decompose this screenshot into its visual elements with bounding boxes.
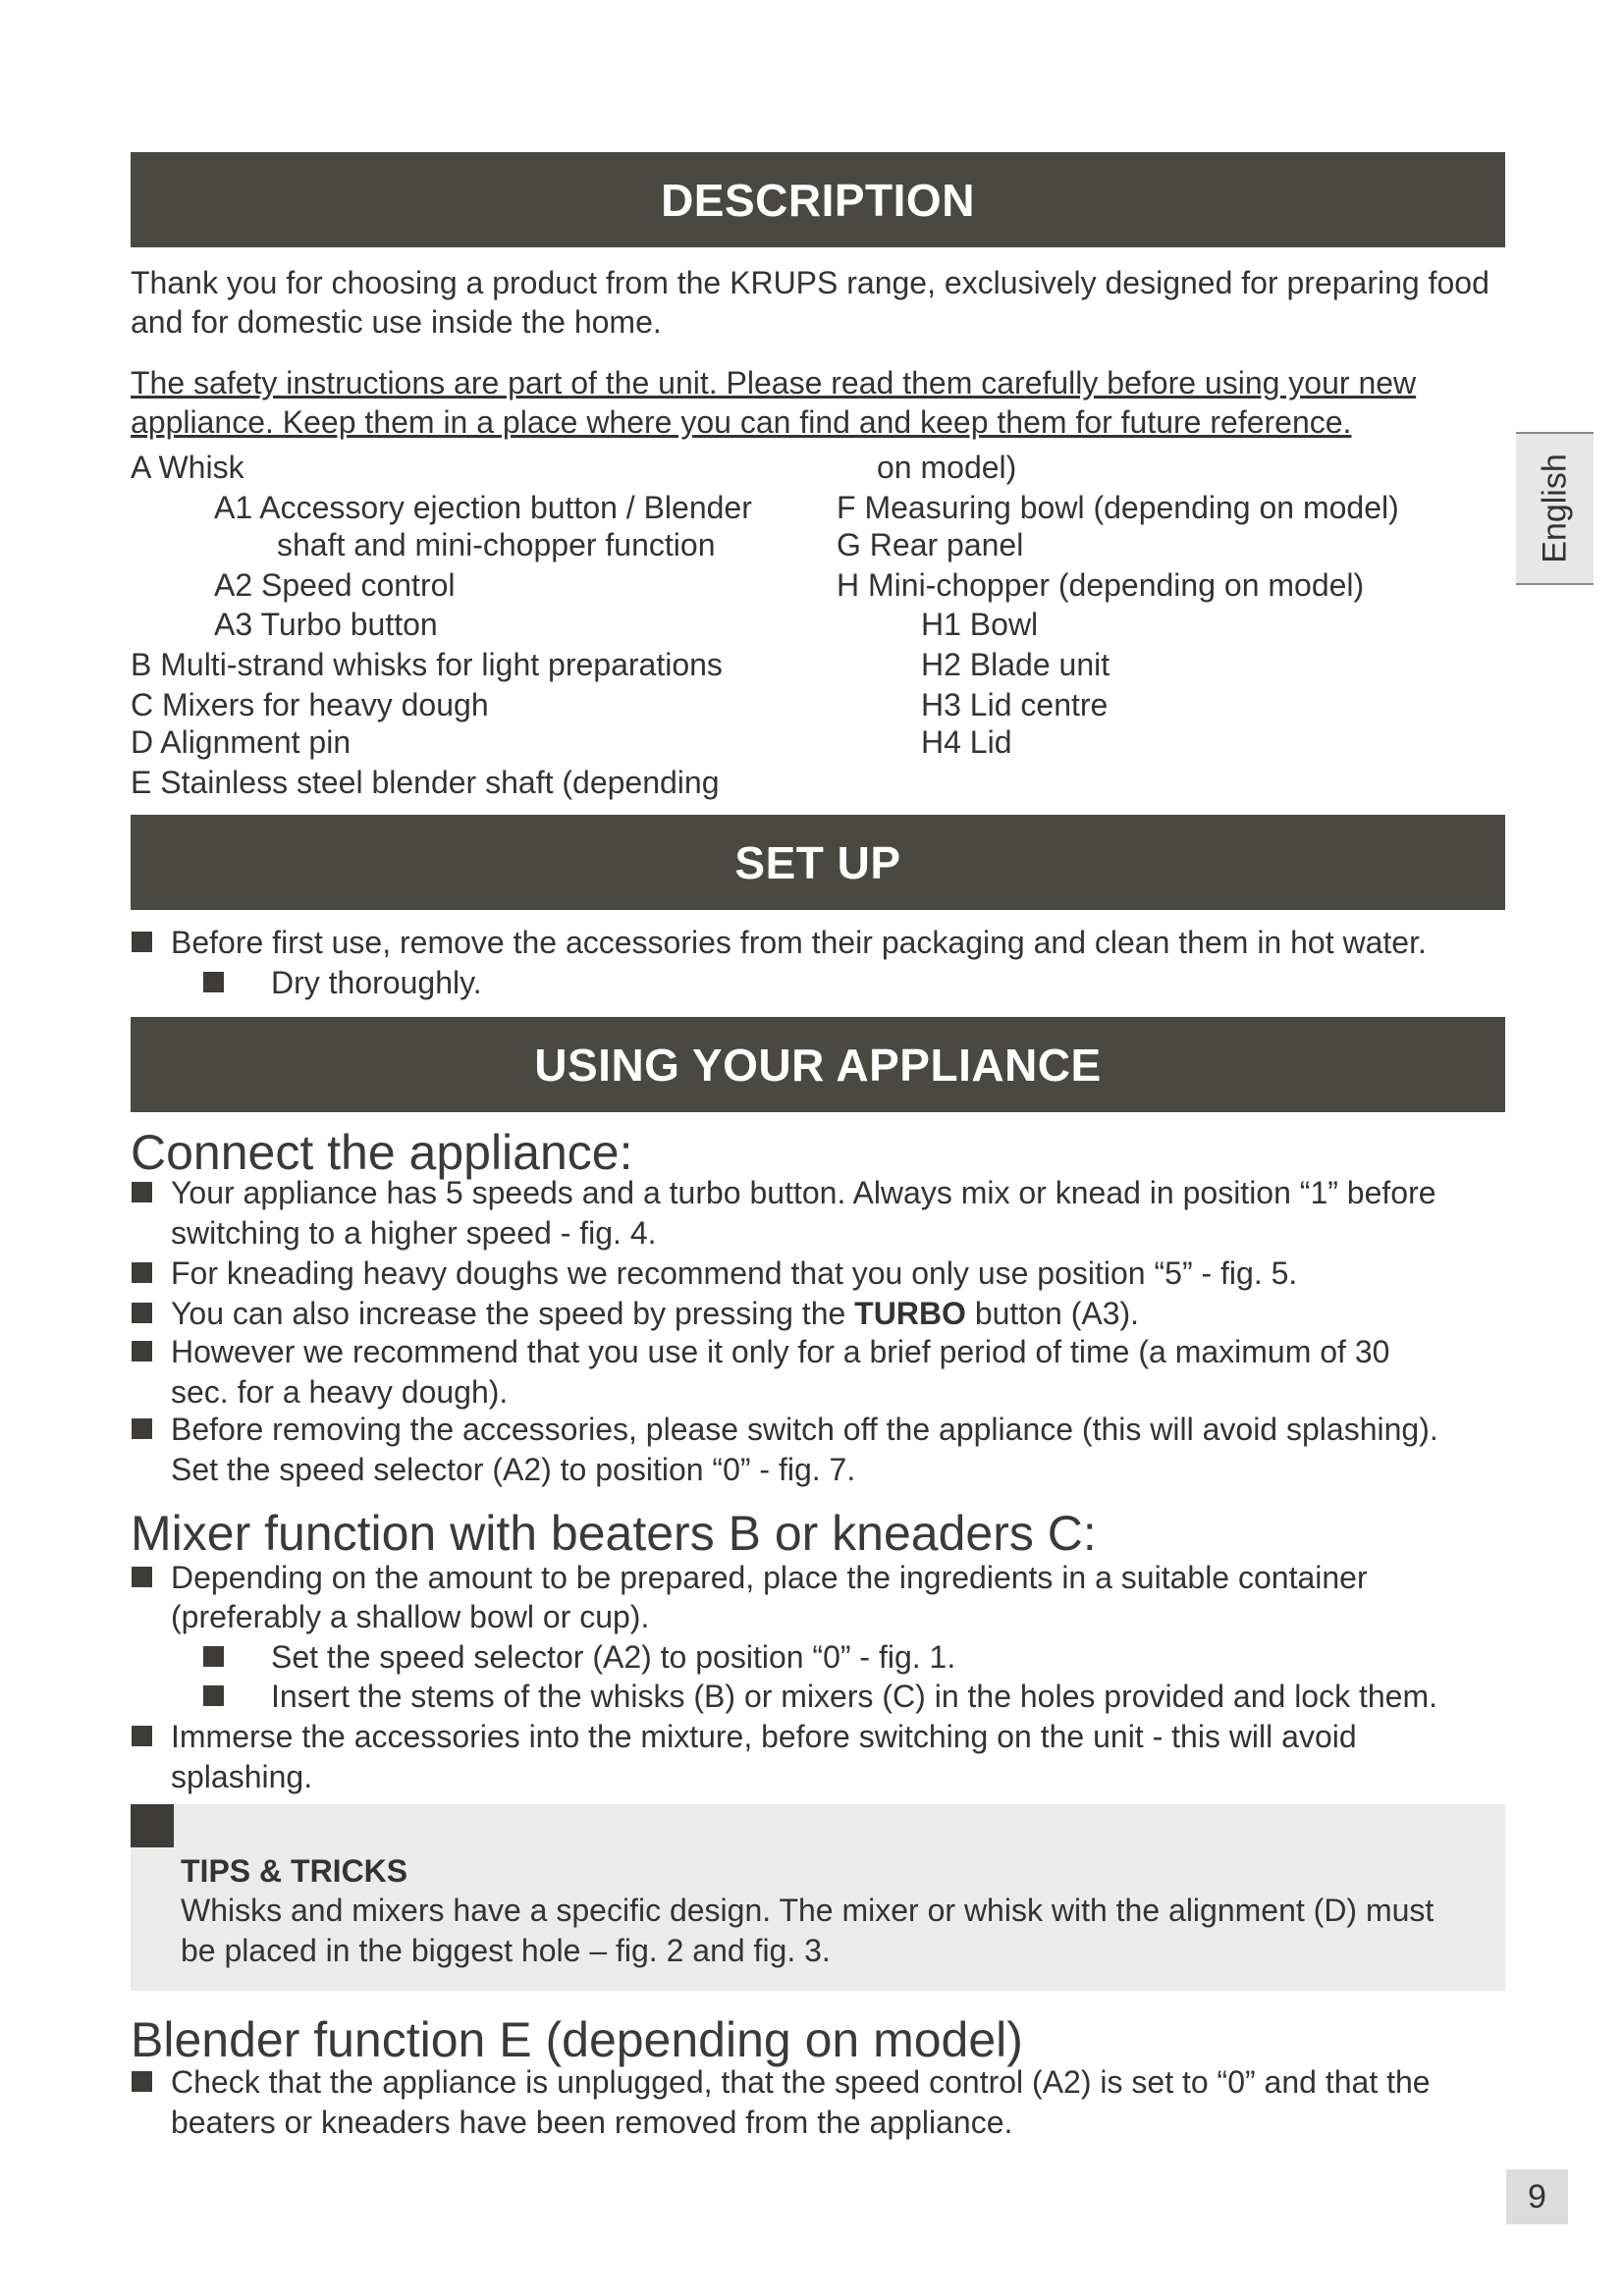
blender-bullet-line-1: Check that the appliance is unplugged, that the speed control (A2) is set to “0” and that the	[171, 2064, 1431, 2100]
bullet-square-icon	[132, 1418, 152, 1439]
part-item: shaft and mini-chopper function	[277, 527, 716, 562]
bullet-square-icon	[132, 2071, 152, 2092]
part-item: A1 Accessory ejection button / Blender	[214, 490, 752, 525]
intro-paragraph: Thank you for choosing a product from the KRUPS range, exclusively designed for preparing food and for domestic use inside the home.	[131, 265, 1489, 340]
page-number: 9	[1506, 2169, 1568, 2224]
mixer-sub-bullet-2: Insert the stems of the whisks (B) or mixers (C) in the holes provided and lock them.	[271, 1679, 1438, 1714]
part-item: F Measuring bowl (depending on model)	[837, 490, 1399, 525]
mixer-bullet-1-line-1: Depending on the amount to be prepared, place the ingredients in a suitable container	[171, 1560, 1368, 1595]
connect-heading: Connect the appliance:	[131, 1125, 633, 1180]
turbo-text-post: button (A3).	[965, 1296, 1140, 1331]
part-item: D Alignment pin	[131, 724, 352, 760]
setup-header	[131, 815, 1505, 910]
using-title: USING YOUR APPLIANCE	[534, 1039, 1102, 1091]
mixer-sub-bullet-1: Set the speed selector (A2) to position “0” - fig. 1.	[271, 1639, 956, 1675]
bullet-square-icon	[132, 1567, 152, 1587]
bullet-square-icon	[203, 1646, 224, 1667]
part-item: G Rear panel	[837, 527, 1024, 562]
connect-bullet-4-line-1: However we recommend that you use it only for a brief period of time (a maximum of 30	[171, 1334, 1390, 1369]
setup-title: SET UP	[734, 836, 901, 888]
connect-bullet-1-line-1: Your appliance has 5 speeds and a turbo button. Always mix or knead in position “1” before	[171, 1175, 1436, 1210]
part-item: B Multi-strand whisks for light preparations	[131, 647, 723, 682]
setup-bullet: Before first use, remove the accessories from their packaging and clean them in hot water.	[171, 925, 1427, 960]
part-item: H4 Lid	[921, 724, 1012, 760]
part-item: A3 Turbo button	[214, 607, 438, 642]
description-header	[131, 152, 1505, 247]
bullet-square-icon	[132, 932, 152, 952]
connect-bullet-3	[171, 1294, 1506, 1333]
tips-line-1: Whisks and mixers have a specific design. The mixer or whisk with the alignment (D) must	[181, 1893, 1435, 1928]
turbo-text-bold: TURBO	[854, 1296, 966, 1331]
part-item: H1 Bowl	[921, 607, 1039, 642]
mixer-heading: Mixer function with beaters B or kneaders C:	[131, 1506, 1097, 1561]
blender-bullet-line-2: beaters or kneaders have been removed from the appliance.	[171, 2105, 1013, 2140]
part-item: A Whisk	[131, 450, 244, 485]
mixer-bullet-1-line-2: (preferably a shallow bowl or cup).	[171, 1599, 650, 1634]
bullet-square-icon	[132, 1726, 152, 1746]
description-title: DESCRIPTION	[661, 174, 975, 226]
part-item: on model)	[877, 450, 1017, 485]
part-item: H2 Blade unit	[921, 647, 1110, 682]
turbo-text-pre: You can also increase the speed by pressing the	[171, 1296, 855, 1331]
connect-bullet-1-line-2: switching to a higher speed - fig. 4.	[171, 1215, 657, 1251]
mixer-bullet-2-line-2: splashing.	[171, 1759, 313, 1794]
bullet-square-icon	[203, 1685, 224, 1706]
connect-bullet-4-line-2: sec. for a heavy dough).	[171, 1374, 509, 1410]
bullet-square-icon	[132, 1182, 152, 1202]
bullet-square-icon	[132, 1303, 152, 1323]
part-item: A2 Speed control	[214, 567, 456, 603]
part-item: H3 Lid centre	[921, 687, 1109, 722]
part-item: E Stainless steel blender shaft (depending	[131, 765, 720, 800]
connect-bullet-2: For kneading heavy doughs we recommend that you only use position “5” - fig. 5.	[171, 1255, 1298, 1291]
bullet-square-icon	[203, 972, 224, 992]
bullet-square-icon	[132, 1341, 152, 1362]
connect-bullet-5-line-1: Before removing the accessories, please switch off the appliance (this will avoid splashing).	[171, 1412, 1438, 1447]
blender-heading: Blender function E (depending on model)	[131, 2012, 1023, 2067]
connect-bullet-5-line-2: Set the speed selector (A2) to position “0” - fig. 7.	[171, 1452, 856, 1487]
part-item: C Mixers for heavy dough	[131, 687, 489, 722]
tips-title: TIPS & TRICKS	[181, 1853, 408, 1889]
bullet-square-icon	[132, 1262, 152, 1283]
language-tab	[1516, 432, 1594, 585]
using-header	[131, 1017, 1505, 1112]
setup-sub-bullet: Dry thoroughly.	[271, 965, 482, 1000]
safety-notice-line-1: The safety instructions are part of the unit. Please read them carefully before using your new	[131, 365, 1417, 400]
tips-line-2: be placed in the biggest hole – fig. 2 and fig. 3.	[181, 1933, 831, 1968]
mixer-bullet-2-line-1: Immerse the accessories into the mixture, before switching on the unit - this will avoid	[171, 1719, 1357, 1754]
part-item: H Mini-chopper (depending on model)	[837, 567, 1365, 603]
language-tab-label: English	[1536, 454, 1573, 563]
tips-square-icon	[131, 1804, 174, 1847]
safety-notice-line-2: appliance. Keep them in a place where you can find and keep them for future reference.	[131, 404, 1352, 440]
